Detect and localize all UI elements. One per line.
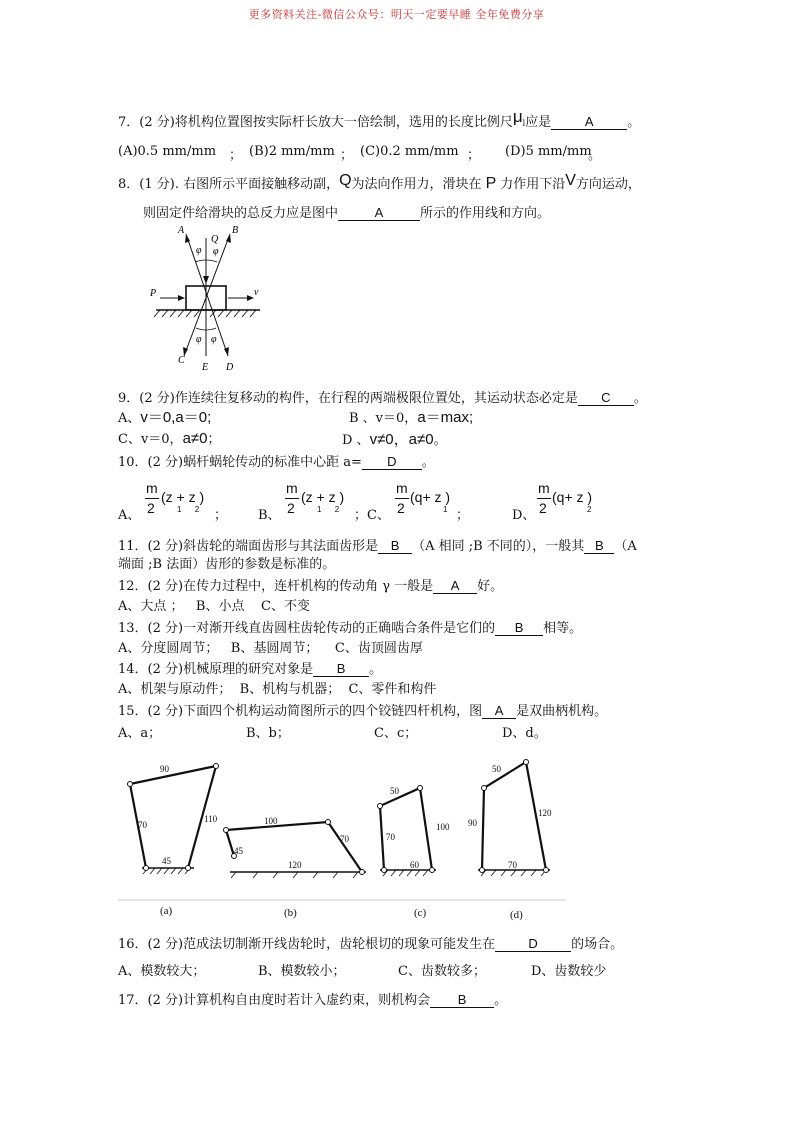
q9-option-c-label: C、v＝0，	[118, 432, 183, 447]
page-header-banner: 更多资料关注-微信公众号：明天一定要早睡 全年免费分享	[248, 8, 545, 21]
q10-option-b-subs: 1 2	[317, 505, 340, 514]
question-17	[118, 992, 507, 1009]
line-B-C	[184, 234, 230, 356]
question-13	[118, 620, 582, 637]
fig-label-E: E	[202, 362, 209, 372]
q16-option-c: C、齿数较多；	[398, 964, 486, 979]
mech-d-label-top: 50	[492, 764, 501, 774]
q7-sep-1: ；	[229, 148, 243, 163]
q10-option-b-frac-bar	[285, 498, 299, 499]
q15-text-b: 是双曲柄机构。	[516, 704, 608, 719]
q10-option-a-end: ；	[214, 508, 228, 523]
q7-option-b: (B)2 mm/mm	[249, 144, 335, 159]
mech-a-label-bottom: 45	[162, 856, 171, 866]
q16-text-b: 的场合。	[571, 937, 624, 952]
q10-option-d-label: D、	[512, 508, 536, 523]
q11-text: 11．(2 分)斜齿轮的端面齿形与其法面齿形是	[118, 539, 379, 554]
mech-d-links	[482, 762, 546, 870]
q8-text-b: 为法向作用力，滑块在	[351, 177, 482, 192]
mech-c-caption: (c)	[414, 907, 427, 919]
q7-sep-2: ；	[340, 148, 354, 163]
q9-answer-blank: C	[578, 391, 634, 406]
fig-label-phi-3: φ	[196, 334, 202, 345]
q17-text: 17．(2 分)计算机构自由度时若计入虚约束，则机构会	[118, 993, 431, 1008]
q16-option-b: B、模数较小；	[258, 964, 346, 979]
ground-hatch	[154, 310, 256, 317]
q9-option-d-label: D 、	[342, 433, 370, 448]
q7-sep-4: 。	[588, 148, 602, 163]
q9-text: 9．(2 分)作连续往复移动的构件，在行程的两端极限位置处，其运动状态必定是	[118, 391, 578, 406]
q15-answer-blank: A	[482, 704, 516, 719]
q16-option-a: A、模数较大；	[118, 964, 206, 979]
fig-label-A: A	[178, 225, 185, 236]
q15-option-d: D、d。	[502, 726, 547, 741]
q10-option-c-subs: 1	[443, 505, 448, 514]
q9-option-d-end: 。	[433, 433, 447, 448]
mech-b-label-right: 70	[340, 834, 349, 844]
q13-text: 13．(2 分)一对渐开线直齿圆柱齿轮传动的正确啮合条件是它们的	[118, 621, 496, 636]
mech-a-label-top: 90	[160, 764, 169, 774]
question-9	[118, 390, 647, 407]
q10-option-c-end: ；	[456, 508, 470, 523]
q9-option-b-formula: a＝max;	[417, 409, 474, 426]
q10-option-d-subs: 2	[587, 505, 592, 514]
q7-text: 7．(2 分)将机构位置图按实际杆长放大一倍绘制，选用的长度比例尺	[118, 115, 513, 130]
q14-options: A、机架与原动件； B、机构与机器； C、零件和构件	[118, 682, 437, 697]
mech-c-label-bottom: 60	[410, 860, 419, 870]
mech-a-caption: (a)	[160, 905, 173, 917]
q14-answer-blank: B	[313, 662, 369, 677]
v-arrow	[247, 295, 254, 301]
q10-option-a-expr: (z + z )	[161, 489, 205, 505]
question-8-line2	[143, 205, 550, 222]
q9-option-d-formula: v≠0，a≠0	[369, 431, 434, 448]
q10-option-a-frac-bar	[145, 498, 159, 499]
q10-option-b-numerator: m	[286, 480, 298, 496]
fig-label-phi-2: φ	[213, 246, 219, 257]
q9-option-d	[342, 428, 447, 449]
q10-option-a-subs: 1 2	[177, 505, 200, 514]
mech-b-label-top: 100	[264, 816, 278, 826]
q10-text: 10．(2 分)蜗杆蜗轮传动的标准中心距 a=	[118, 455, 362, 470]
mech-a-label-right: 110	[204, 814, 218, 824]
fig-label-D: D	[226, 362, 234, 372]
P-arrow	[178, 295, 185, 301]
q7-mu-sub: l	[522, 119, 526, 128]
q9-option-a-formula: v＝0,a＝0;	[140, 409, 212, 426]
q9-option-c-formula: a≠0	[182, 430, 208, 447]
mech-b-label-left: 45	[234, 846, 243, 856]
q8-Q-symbol: Q	[339, 172, 352, 189]
q7-option-c: (C)0.2 mm/mm	[360, 144, 459, 159]
mech-a-label-left: 70	[138, 820, 147, 830]
question-11	[118, 538, 637, 555]
q7-option-a: (A)0.5 mm/mm	[118, 144, 217, 159]
q11-answer-2-blank: B	[584, 539, 614, 554]
q15-option-a: A、a；	[118, 726, 162, 741]
q9-option-a-label: A、	[118, 411, 141, 426]
mech-c-label-top: 50	[390, 786, 399, 796]
q12-answer-blank: A	[433, 579, 477, 594]
q9-option-b-label: B 、v＝0，	[349, 411, 418, 426]
q9-option-c	[118, 428, 221, 447]
q10-option-a-numerator: m	[146, 480, 158, 496]
q8-sliding-pair-figure	[140, 224, 270, 372]
q7-option-d: (D)5 mm/mm	[505, 144, 592, 159]
q12-text-b: 好。	[477, 579, 504, 594]
fig-label-phi-1: φ	[196, 245, 202, 256]
q9-option-a	[118, 406, 211, 427]
q10-option-c-frac-bar	[395, 498, 409, 499]
q10-option-d-numerator: m	[538, 480, 550, 496]
q10-option-b-expr: (z + z )	[301, 489, 345, 505]
q8-V-symbol: V	[565, 172, 576, 189]
q17-answer-blank: B	[430, 993, 494, 1008]
q15-option-c: C、c；	[374, 726, 418, 741]
question-8	[118, 172, 641, 193]
A-arrow	[185, 234, 190, 243]
question-15	[118, 703, 607, 720]
q14-text-b: 。	[369, 662, 383, 677]
fig-label-B: B	[232, 225, 239, 236]
q10-option-b-denominator: 2	[287, 500, 295, 516]
q10-option-b-label: B、	[258, 508, 281, 523]
q11-text-b: （A 相同 ;B 不同的），一般其	[412, 539, 585, 554]
q10-answer-blank: D	[362, 455, 422, 470]
fig-label-Q: Q	[211, 234, 219, 245]
mech-d-caption: (d)	[510, 909, 523, 921]
q15-text: 15．(2 分)下面四个机构运动简图所示的四个铰链四杆机构，图	[118, 704, 483, 719]
fig-label-P: P	[150, 288, 157, 299]
question-12	[118, 578, 503, 595]
mech-b-label-bottom: 120	[288, 860, 302, 870]
q16-text: 16．(2 分)范成法切制渐开线齿轮时，齿轮根切的现象可能发生在	[118, 937, 496, 952]
q10-option-a-label: A、	[118, 508, 141, 523]
q8-text-d: 方向运动，	[575, 177, 641, 192]
D-arrow	[224, 347, 229, 356]
q10-option-d-expr: (q+ z )	[552, 489, 593, 505]
q10-option-a-denominator: 2	[147, 500, 155, 516]
mech-c-label-right: 100	[436, 822, 450, 832]
q16-option-d: D、齿数较少	[531, 964, 607, 979]
q8-line2-end: 所示的作用线和方向。	[420, 206, 551, 221]
q17-text-b: 。	[494, 993, 508, 1008]
fig-label-v: v	[254, 287, 259, 298]
q12-text: 12．(2 分)在传力过程中，连杆机构的传动角 γ 一般是	[118, 579, 434, 594]
q8-text-c: 力作用下沿	[500, 177, 566, 192]
question-16	[118, 936, 623, 953]
fig-label-phi-4: φ	[211, 334, 217, 345]
q11-text-c: （A	[614, 539, 637, 554]
question-10	[118, 454, 435, 471]
q10-option-d-frac-bar	[537, 498, 551, 499]
q7-mu: μ	[512, 107, 523, 126]
q7-answer-blank: A	[551, 115, 627, 130]
q13-options: A、分度圆周节； B、基圆周节； C、齿顶圆齿厚	[118, 641, 423, 656]
question-11-line2: 端面 ;B 法面）齿形的参数是标准的。	[118, 557, 336, 572]
fig-label-C: C	[178, 355, 185, 366]
q11-answer-1-blank: B	[378, 539, 412, 554]
q9-option-b	[349, 406, 473, 427]
q8-line2-text: 则固定件给滑块的总反力应是图中	[143, 206, 339, 221]
mech-c-label-left: 70	[386, 832, 395, 842]
q13-text-b: 相等。	[543, 621, 583, 636]
q7-sep-3: ；	[467, 148, 481, 163]
q10-option-d-denominator: 2	[539, 500, 547, 516]
q8-answer-blank: A	[338, 206, 420, 221]
q13-answer-blank: B	[495, 621, 543, 636]
mech-c-links	[380, 788, 432, 870]
q8-text: 8．(1 分). 右图所示平面接触移动副，	[118, 177, 340, 192]
q7-end: 。	[627, 115, 641, 130]
q15-four-bar-mechanisms-figure	[118, 752, 570, 922]
q14-text: 14．(2 分)机械原理的研究对象是	[118, 662, 314, 677]
q12-options: A、大点 ； B、小点 C、不变	[118, 599, 310, 614]
mech-d-label-right: 120	[538, 808, 552, 818]
q10-option-b-end: ；C、	[354, 508, 390, 523]
mech-b-caption: (b)	[284, 907, 297, 919]
question-7	[118, 107, 641, 132]
q15-option-b: B、b；	[246, 726, 290, 741]
question-14	[118, 661, 382, 678]
q7-text-b: 应是	[525, 115, 552, 130]
q10-option-c-numerator: m	[396, 480, 408, 496]
q9-end: 。	[633, 391, 647, 406]
q10-end: 。	[421, 455, 435, 470]
q10-option-c-denominator: 2	[397, 500, 405, 516]
q9-option-c-end: ；	[207, 432, 221, 447]
mech-d-label-bottom: 70	[508, 860, 517, 870]
q8-P-symbol: P	[485, 175, 497, 192]
mech-d-label-left: 90	[468, 818, 477, 828]
Q-arrow	[203, 276, 209, 284]
q10-option-c-expr: (q+ z )	[410, 489, 451, 505]
q16-answer-blank: D	[495, 937, 571, 952]
